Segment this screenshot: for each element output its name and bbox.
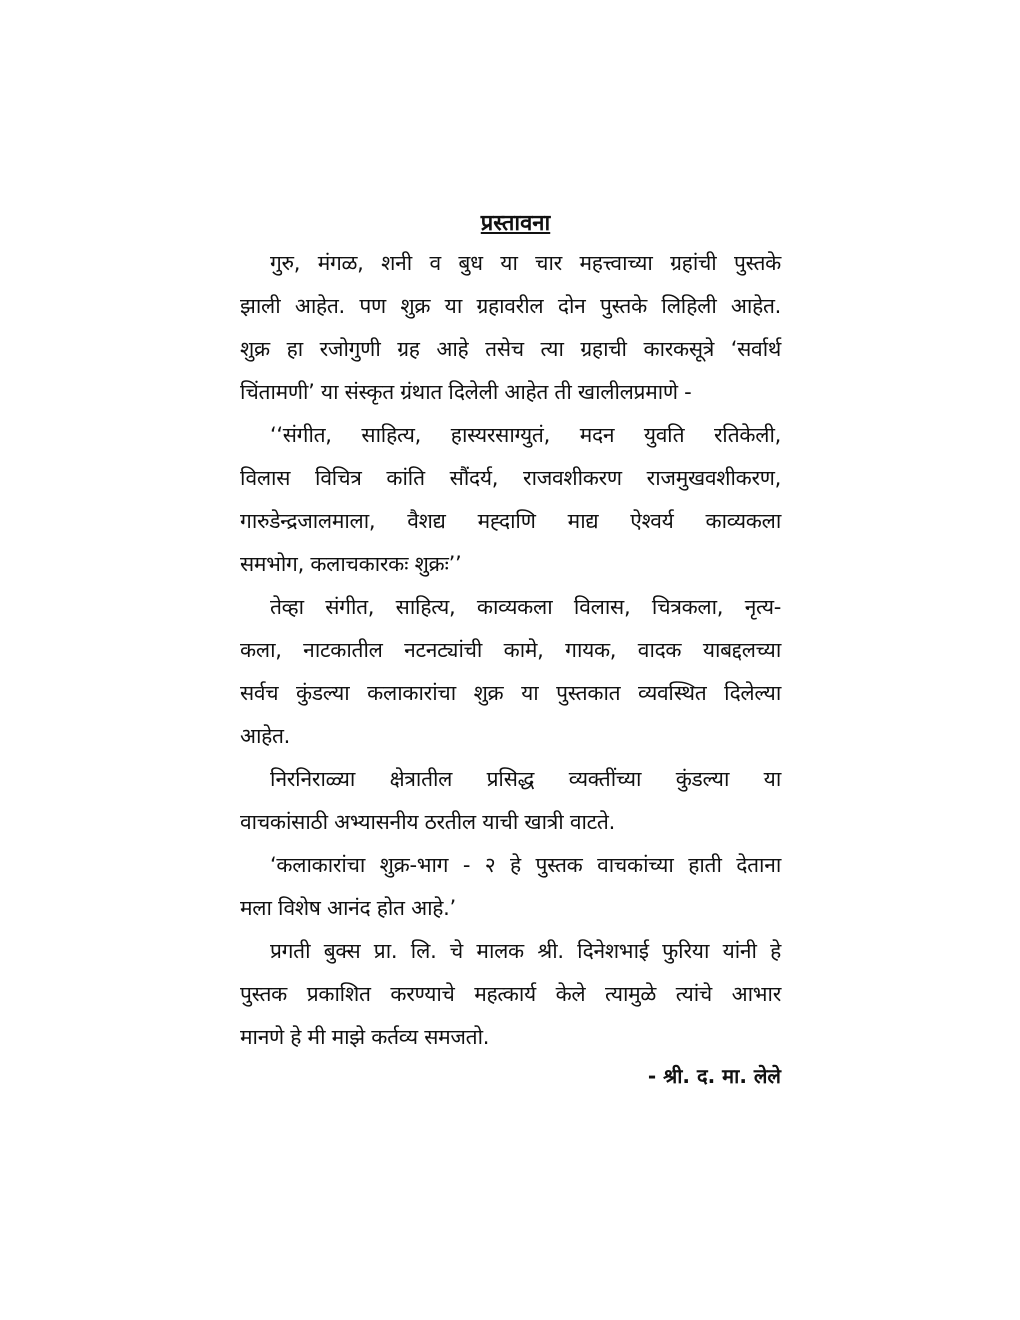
text-line: ‘कलाकारांचा शुक्र-भाग - २ हे पुस्तक वाचकांच्या हाती देताना	[270, 853, 781, 877]
text-line: सर्वच कुंडल्या कलाकारांचा शुक्र या पुस्तकात व्यवस्थित दिलेल्या	[240, 681, 781, 705]
paragraph-acknowledgement	[240, 930, 781, 1059]
text-line: विलास विचित्र कांति सौंदर्य, राजवशीकरण राजमुखवशीकरण,	[240, 466, 781, 490]
text-line: आहेत.	[240, 724, 291, 748]
text-line: गारुडेन्द्रजालमाला, वैशद्य मह्दाणि माद्य ऐश्वर्य काव्यकला	[240, 509, 781, 533]
text-line: कला, नाटकातील नटनट्यांची कामे, गायक, वादक याबद्दलच्या	[240, 638, 781, 662]
paragraph-quotation	[240, 414, 781, 586]
paragraph-book-title	[240, 844, 781, 930]
text-line: वाचकांसाठी अभ्यासनीय ठरतील याची खात्री वाटते.	[240, 810, 615, 834]
paragraph-readers	[240, 758, 781, 844]
text-line: गुरु, मंगळ, शनी व बुध या चार महत्त्वाच्या ग्रहांची पुस्तके	[270, 251, 781, 275]
text-line: मला विशेष आनंद होत आहे.’	[240, 896, 456, 920]
document-page	[240, 206, 781, 1099]
paragraph-arts	[240, 586, 781, 758]
text-line: शुक्र हा रजोगुणी ग्रह आहे तसेच त्या ग्रहाची कारकसूत्रे ‘सर्वार्थ	[240, 337, 781, 361]
author-signature: - श्री. द. मा. लेले	[647, 1064, 781, 1088]
text-line: चिंतामणी’ या संस्कृत ग्रंथात दिलेली आहेत ती खालीलप्रमाणे -	[240, 380, 692, 404]
text-line: तेव्हा संगीत, साहित्य, काव्यकला विलास, चित्रकला, नृत्य-	[270, 595, 781, 619]
text-line: निरनिराळ्या क्षेत्रातील प्रसिद्ध व्यक्तींच्या कुंडल्या या	[270, 767, 781, 791]
text-line: मानणे हे मी माझे कर्तव्य समजतो.	[240, 1025, 490, 1049]
text-line: समभोग, कलाचकारकः शुक्रः’’	[240, 552, 462, 576]
paragraph-intro	[240, 242, 781, 414]
text-line: ‘‘संगीत, साहित्य, हास्यरसाग्युतं, मदन युवति रतिकेली,	[270, 423, 781, 447]
text-line: पुस्तक प्रकाशित करण्याचे महत्कार्य केले त्यामुळे त्यांचे आभार	[240, 982, 781, 1006]
page-title: प्रस्तावना	[480, 211, 551, 236]
text-line: प्रगती बुक्स प्रा. लि. चे मालक श्री. दिनेशभाई फुरिया यांनी हे	[270, 939, 781, 963]
text-line: झाली आहेत. पण शुक्र या ग्रहावरील दोन पुस्तके लिहिली आहेत.	[240, 294, 781, 318]
